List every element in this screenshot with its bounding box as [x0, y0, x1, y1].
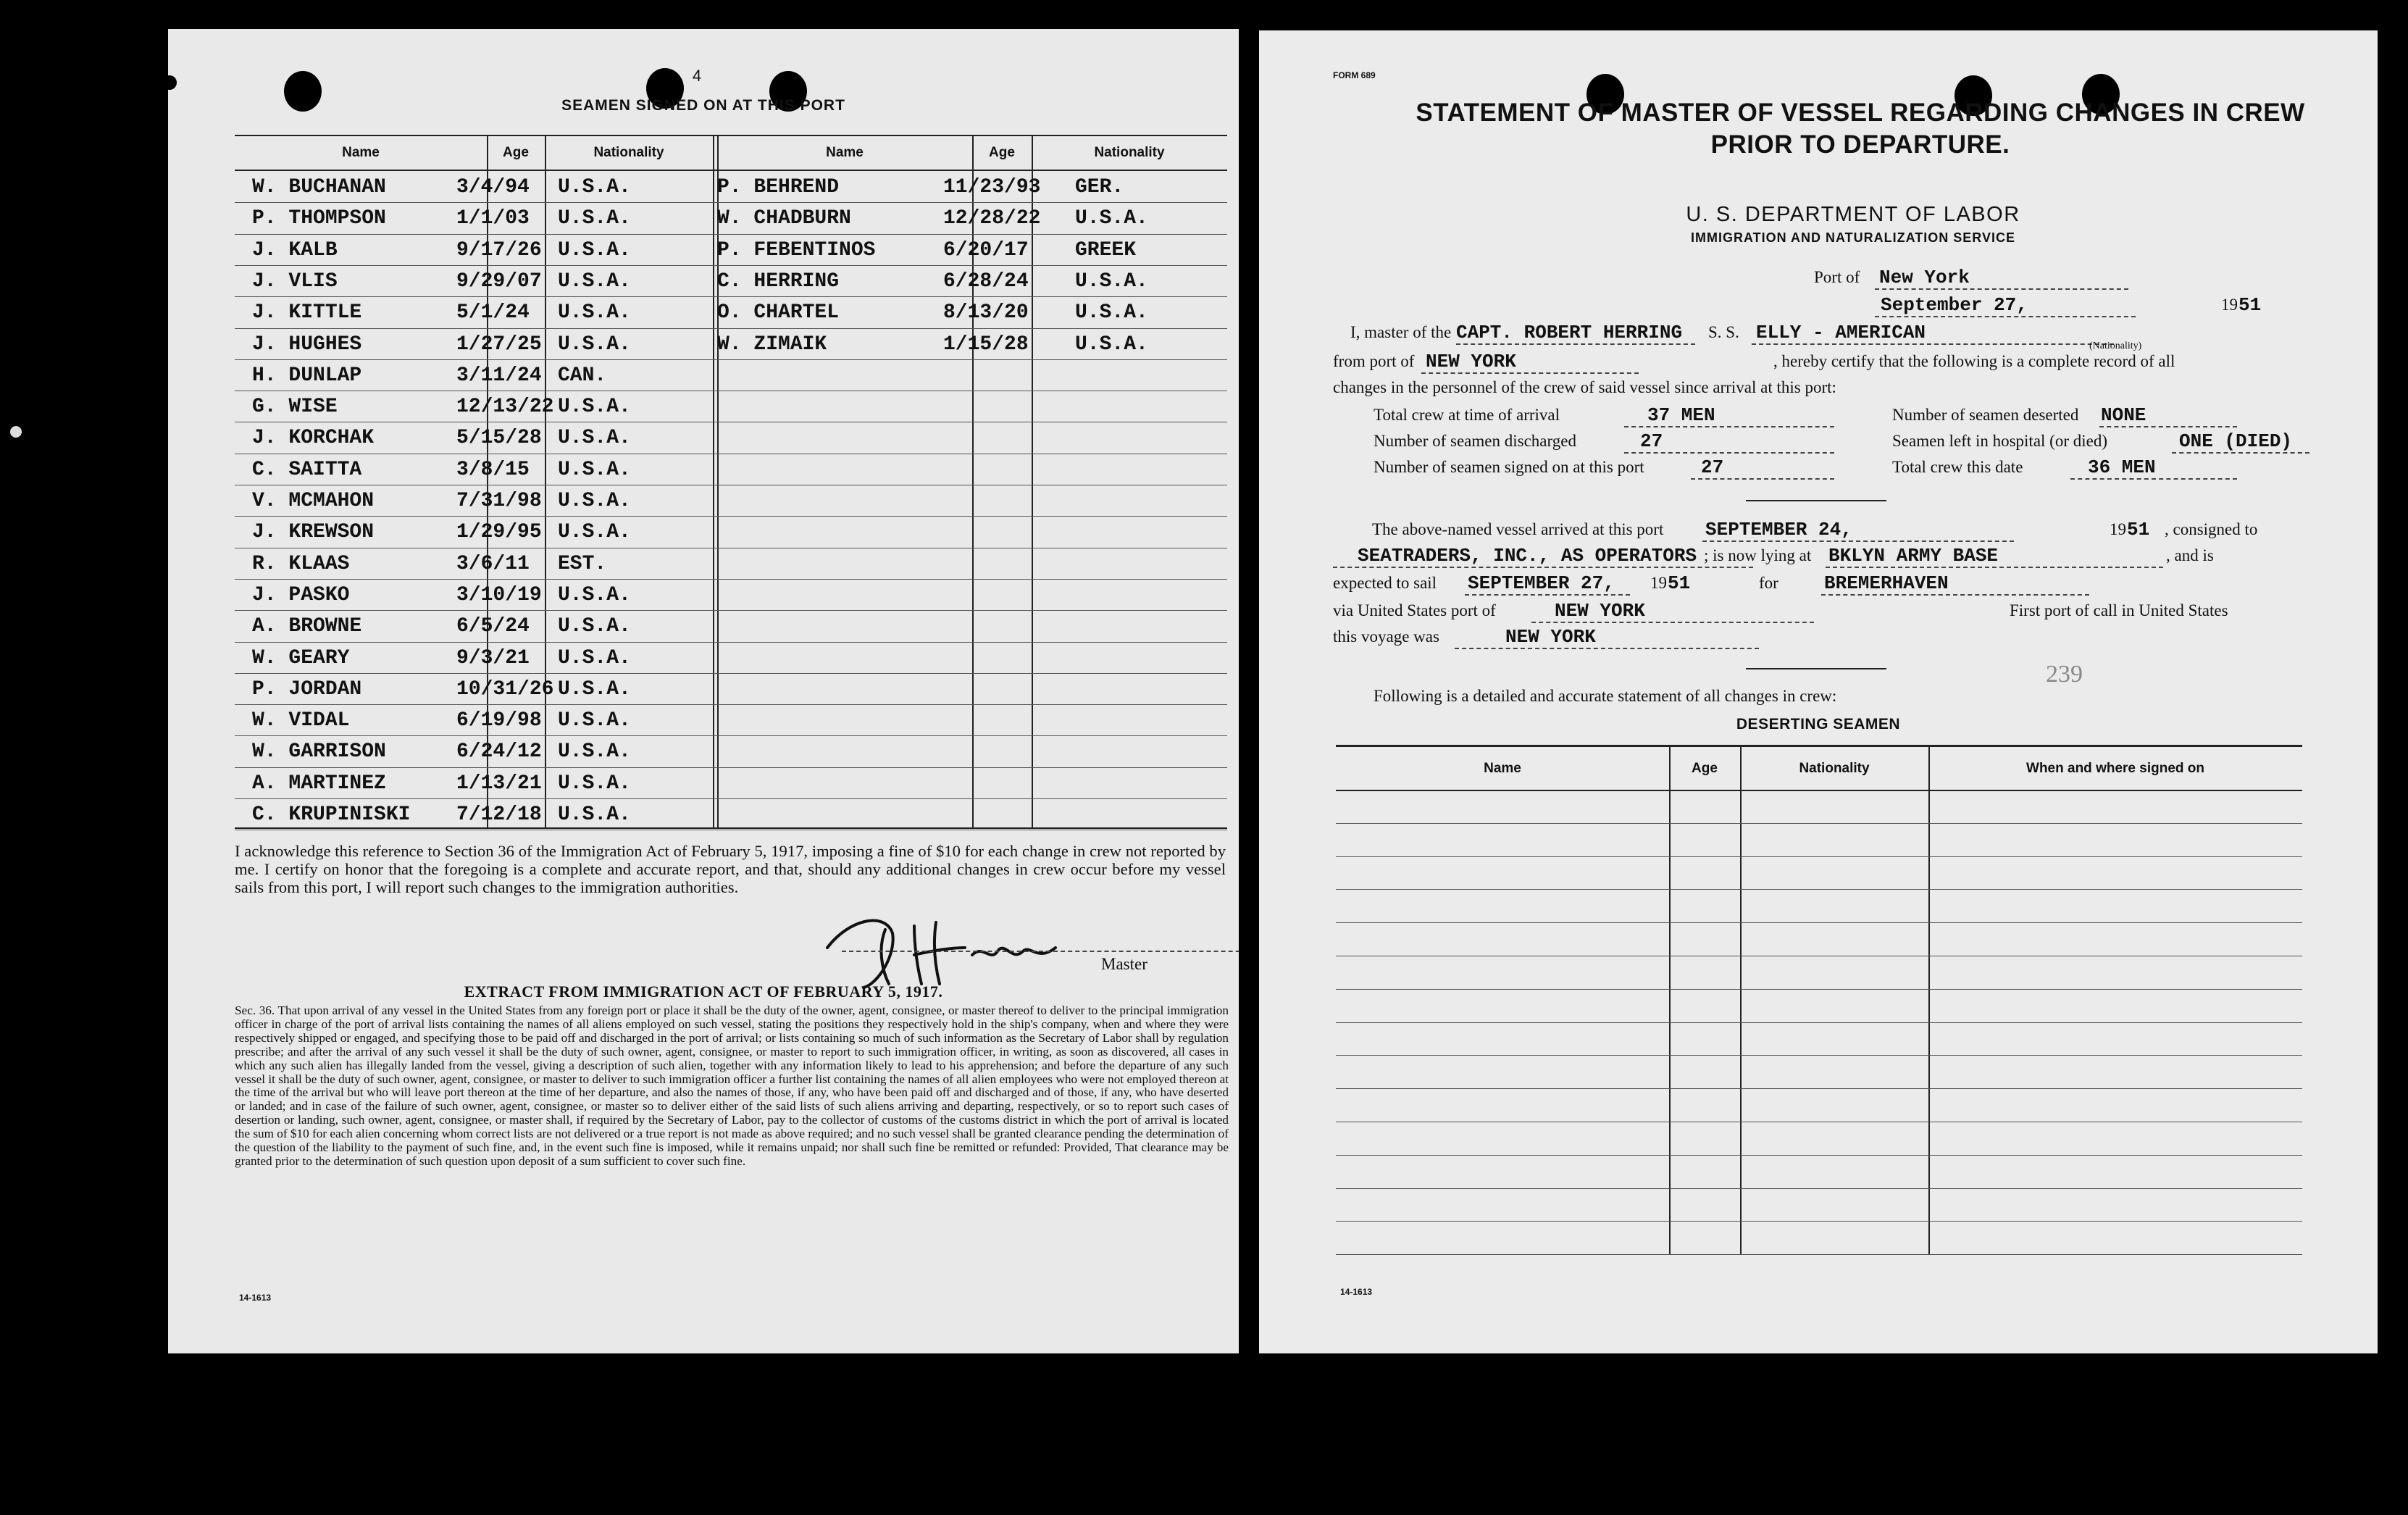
- seaman-name: A. MARTINEZ: [252, 772, 386, 795]
- master-line: [1456, 343, 1695, 345]
- from-port-line: [1421, 372, 1639, 374]
- seaman-age: 12/13/22: [456, 396, 554, 419]
- seaman-age: 3/6/11: [456, 552, 530, 575]
- des-header-name: Name: [1484, 761, 1521, 776]
- seaman-age: 5/15/28: [456, 427, 542, 450]
- department: U. S. DEPARTMENT OF LABOR: [1686, 203, 2020, 226]
- consignee-line: [1333, 567, 1753, 568]
- service: IMMIGRATION AND NATURALIZATION SERVICE: [1691, 230, 2015, 245]
- des-row-line: [1336, 1221, 2302, 1222]
- separator: [1746, 668, 1886, 669]
- expected-value: SEPTEMBER 27,: [1468, 572, 1615, 594]
- des-row-line: [1336, 922, 2302, 923]
- arrived-year: 51: [2127, 519, 2150, 541]
- seaman-nat: U.S.A.: [558, 176, 631, 199]
- seaman-age: 6/28/24: [943, 270, 1029, 293]
- seaman-nat: U.S.A.: [1075, 301, 1148, 325]
- des-row-line: [1336, 823, 2302, 824]
- table-bottom-border: [235, 827, 1227, 829]
- this-voyage-text: this voyage was: [1333, 627, 1439, 646]
- seaman-name: V. MCMAHON: [252, 490, 375, 512]
- row-line: [235, 328, 1227, 329]
- des-row-line: [1336, 1055, 2302, 1056]
- seaman-name: C. HERRING: [717, 270, 840, 293]
- deserted-line: [2099, 426, 2237, 427]
- ss-label: S. S.: [1708, 323, 1739, 341]
- total-crew-today-line: [2070, 478, 2237, 480]
- row-line: [235, 265, 1227, 266]
- total-crew-arrival-label: Total crew at time of arrival: [1374, 406, 1560, 424]
- seaman-name: J. KREWSON: [252, 521, 375, 544]
- master-label: Master: [1101, 955, 1147, 973]
- header-name: Name: [342, 145, 380, 160]
- col-divider: [713, 135, 714, 827]
- right-page: [1259, 30, 2378, 1353]
- seaman-name: C. KRUPINISKI: [252, 804, 411, 826]
- table-header-border: [235, 170, 1227, 171]
- seaman-age: 6/20/17: [943, 238, 1029, 262]
- seaman-name: R. KLAAS: [252, 552, 350, 575]
- statement-title: [1353, 97, 2367, 161]
- seaman-name: J. KITTLE: [252, 301, 362, 325]
- seaman-nat: U.S.A.: [558, 301, 631, 325]
- seaman-nat: U.S.A.: [558, 772, 631, 795]
- row-line: [235, 359, 1227, 360]
- discharged-value: 27: [1640, 430, 1663, 452]
- year-prefix: 19: [2110, 520, 2126, 538]
- seaman-nat: U.S.A.: [558, 740, 631, 764]
- header-nationality: Nationality: [593, 145, 664, 160]
- lying-value: BKLYN ARMY BASE: [1828, 545, 1999, 567]
- seaman-nat: U.S.A.: [558, 396, 631, 419]
- seaman-age: 12/28/22: [943, 207, 1041, 230]
- seaman-nat: U.S.A.: [558, 333, 631, 356]
- total-crew-today-value: 36 MEN: [2088, 456, 2156, 478]
- total-crew-arrival-value: 37 MEN: [1647, 404, 1715, 426]
- seaman-name: W. GARRISON: [252, 740, 386, 764]
- header-age: Age: [989, 145, 1015, 160]
- year-value: 51: [2238, 294, 2262, 316]
- deserted-label: Number of seamen deserted: [1892, 406, 2079, 424]
- des-header-age: Age: [1692, 761, 1718, 776]
- seaman-nat: EST.: [558, 552, 607, 575]
- seaman-age: 3/11/24: [456, 364, 542, 387]
- acknowledgement-text: I acknowledge this reference to Section 36 of the Immigration Act of February 5, 1917, imposing a fine of $10 for each change in crew not reported by me. I certify on honor that the foregoing is a complete and accurate report, and that, should any additional changes in crew occur before my vessel sails from this port, I will report such changes to the immigration authorities.: [235, 842, 1226, 896]
- seaman-nat: U.S.A.: [558, 427, 631, 450]
- des-table-top: [1336, 745, 2302, 747]
- seaman-name: W. VIDAL: [252, 709, 350, 733]
- seaman-name: J. PASKO: [252, 583, 350, 606]
- seaman-name: G. WISE: [252, 396, 338, 419]
- via-text: via United States port of: [1333, 601, 1496, 619]
- form-number: 14-1613: [239, 1293, 272, 1303]
- changes-text: changes in the personnel of the crew of said vessel since arrival at this port:: [1333, 378, 1836, 396]
- signed-on-title: SEAMEN SIGNED ON AT THIS PORT: [561, 97, 845, 114]
- seaman-name: C. SAITTA: [252, 458, 362, 481]
- row-line: [235, 704, 1227, 705]
- row-line: [235, 516, 1227, 517]
- lying-text: ; is now lying at: [1704, 546, 1812, 564]
- arrived-text: The above-named vessel arrived at this port: [1372, 520, 1664, 538]
- seaman-name: A. BROWNE: [252, 615, 362, 638]
- deserting-title: DESERTING SEAMEN: [1736, 716, 1901, 733]
- discharged-label: Number of seamen discharged: [1374, 432, 1576, 450]
- seaman-name: W. CHADBURN: [717, 207, 851, 230]
- seaman-nat: U.S.A.: [558, 238, 631, 262]
- seaman-age: 1/27/25: [456, 333, 542, 356]
- seaman-age: 6/5/24: [456, 615, 530, 638]
- page-number: 4: [692, 67, 702, 85]
- from-port-value: NEW YORK: [1426, 351, 1516, 372]
- des-row-line: [1336, 856, 2302, 857]
- seaman-age: 3/10/19: [456, 583, 542, 606]
- des-header-when-where: When and where signed on: [2026, 761, 2204, 776]
- and-is-text: , and is: [2166, 546, 2214, 564]
- port-label: Port of: [1814, 268, 1860, 286]
- seaman-name: W. ZIMAIK: [717, 333, 827, 356]
- seaman-name: P. JORDAN: [252, 677, 362, 701]
- hospital-line: [2172, 452, 2309, 454]
- extract-title: EXTRACT FROM IMMIGRATION ACT OF FEBRUARY 5, 1917.: [464, 982, 943, 1001]
- date-line: [1875, 316, 2136, 317]
- seaman-nat: U.S.A.: [558, 270, 631, 293]
- total-crew-today-label: Total crew this date: [1892, 458, 2023, 476]
- edge-mark: [10, 426, 22, 438]
- for-text: for: [1759, 574, 1778, 592]
- row-line: [235, 610, 1227, 611]
- seaman-age: 9/17/26: [456, 238, 542, 262]
- seaman-nat: U.S.A.: [558, 677, 631, 701]
- expected-year: 51: [1668, 572, 1691, 594]
- port-line: [1875, 288, 2128, 290]
- ship-line: [1752, 343, 2114, 345]
- seaman-name: O. CHARTEL: [717, 301, 840, 325]
- header-name: Name: [826, 145, 864, 160]
- seaman-age: 7/12/18: [456, 804, 542, 826]
- seaman-age: 7/31/98: [456, 490, 542, 512]
- row-line: [235, 202, 1227, 203]
- des-row-line: [1336, 989, 2302, 990]
- seaman-nat: U.S.A.: [558, 646, 631, 669]
- header-age: Age: [503, 145, 529, 160]
- seaman-nat: CAN.: [558, 364, 607, 387]
- consigned-text: , consigned to: [2165, 520, 2258, 538]
- signed-on-line: [1691, 478, 1834, 480]
- year-prefix: 19: [1650, 574, 1667, 592]
- separator: [1746, 500, 1886, 501]
- header-nationality: Nationality: [1094, 145, 1165, 160]
- seaman-nat: U.S.A.: [1075, 207, 1148, 230]
- from-port-label: from port of: [1333, 352, 1415, 370]
- seaman-age: 1/15/28: [943, 333, 1029, 356]
- seaman-age: 11/23/93: [943, 176, 1041, 199]
- seaman-nat: GREEK: [1075, 238, 1137, 262]
- seaman-age: 9/3/21: [456, 646, 530, 669]
- seaman-nat: U.S.A.: [558, 458, 631, 481]
- deserted-value: NONE: [2101, 404, 2146, 426]
- seaman-name: J. KALB: [252, 238, 338, 262]
- signature-line: [842, 951, 1239, 952]
- des-row-line: [1336, 1022, 2302, 1023]
- row-line: [235, 735, 1227, 736]
- seaman-name: H. DUNLAP: [252, 364, 362, 387]
- des-header-nationality: Nationality: [1799, 761, 1870, 776]
- seaman-name: W. GEARY: [252, 646, 350, 669]
- seaman-name: W. BUCHANAN: [252, 176, 386, 199]
- arrived-value: SEPTEMBER 24,: [1705, 519, 1852, 541]
- des-row-line: [1336, 1188, 2302, 1189]
- form-label: FORM 689: [1333, 70, 1376, 80]
- des-row-line: [1336, 1155, 2302, 1156]
- expected-text: expected to sail: [1333, 574, 1437, 592]
- seaman-nat: GER.: [1075, 176, 1124, 199]
- seaman-age: 3/4/94: [456, 176, 530, 199]
- seaman-age: 9/29/07: [456, 270, 542, 293]
- discharged-line: [1624, 452, 1834, 454]
- des-row-line: [1336, 889, 2302, 890]
- left-page: [168, 29, 1239, 1353]
- hospital-label: Seamen left in hospital (or died): [1892, 432, 2108, 450]
- signed-on-value: 27: [1701, 456, 1724, 478]
- following-text: Following is a detailed and accurate statement of all changes in crew:: [1374, 687, 1837, 705]
- statement-title-line2: PRIOR TO DEPARTURE.: [1710, 130, 2010, 159]
- via-value: NEW YORK: [1555, 600, 1645, 622]
- seaman-name: J. VLIS: [252, 270, 338, 293]
- lying-line: [1826, 567, 2163, 568]
- section-36-text: Sec. 36. That upon arrival of any vessel in the United States from any foreign port or place it shall be the duty of the owner, agent, consignee, or master thereof to deliver to the principal immigration officer in charge of the port of arrival lists containing the names of all aliens employed on such vessel, stating the positions they respectively hold in the ship's company, when and where they were respectively shipped or engaged, and specifying those to be paid off and discharged in the port of arrival; or lists containing so much of such information as the Secretary of Labor shall by regulation prescribe; and after the arrival of any such vessel it shall be the duty of such owner, agent, consignee, or master to report to such immigration officer, in writing, as soon as discovered, all cases in which any such alien has illegally landed from the vessel, giving a description of such alien, together with any information likely to lead to his apprehension; and before the departure of any such vessel it shall be the duty of such owner, agent, consignee, or master to deliver to such immigration officer a further list containing the names of all alien employees who were not employed thereon at the time of the arrival but who will leave port thereon at the time of her departure, and also the names of those, if any, who have been paid off and discharged and of those, if any, who have deserted or landed; and in case of the failure of such owner, agent, consignee, or master so to deliver either of the said lists of such aliens arriving and departing, respectively, or so to report such cases of desertion or landing, such owner, agent, consignee, or master shall, if required by the Secretary of Labor, pay to the collector of customs of the customs district in which the port of arrival is located the sum of $10 for each alien concerning whom correct lists are not delivered or a true report is not made as above required; and no such vessel shall be granted clearance pending the determination of the question of the liability to the payment of such fine, and, in the event such fine is imposed, while it remains unpaid; nor shall such fine be remitted or refunded: Provided, That clearance may be granted prior to the determination of such question upon deposit of a sum sufficient to cover such fine.: [235, 1003, 1229, 1168]
- seaman-name: J. HUGHES: [252, 333, 362, 356]
- row-line: [235, 673, 1227, 674]
- first-port-line: [1455, 648, 1759, 649]
- row-line: [235, 642, 1227, 643]
- seaman-name: J. KORCHAK: [252, 427, 375, 450]
- row-line: [235, 798, 1227, 799]
- seaman-nat: U.S.A.: [558, 709, 631, 733]
- master-signature: [806, 904, 1081, 991]
- arrived-line: [1702, 541, 2014, 542]
- seaman-age: 10/31/26: [456, 677, 554, 701]
- row-line: [235, 234, 1227, 235]
- master-prefix: I, master of the: [1350, 323, 1452, 341]
- seaman-age: 6/19/98: [456, 709, 542, 733]
- row-line: [235, 767, 1227, 768]
- seaman-nat: U.S.A.: [558, 207, 631, 230]
- col-divider: [1032, 135, 1033, 827]
- seaman-name: P. FEBENTINOS: [717, 238, 876, 262]
- consignee-value: SEATRADERS, INC., AS OPERATORS: [1358, 545, 1697, 567]
- des-row-line: [1336, 1088, 2302, 1089]
- seaman-name: P. BEHREND: [717, 176, 840, 199]
- certify-text: , hereby certify that the following is a complete record of all: [1773, 352, 2175, 370]
- des-col-divider: [1669, 745, 1671, 1255]
- seaman-nat: U.S.A.: [558, 615, 631, 638]
- first-port-text: First port of call in United States: [2010, 601, 2228, 619]
- seaman-nat: U.S.A.: [1075, 333, 1148, 356]
- seaman-age: 1/1/03: [456, 207, 530, 230]
- row-line: [235, 579, 1227, 580]
- port-value: New York: [1879, 267, 1970, 288]
- seaman-age: 1/29/95: [456, 521, 542, 544]
- seaman-age: 1/13/21: [456, 772, 542, 795]
- nationality-note: (Nationality): [2089, 341, 2142, 351]
- expected-line: [1465, 594, 1630, 596]
- punch-hole-partial: [168, 75, 177, 90]
- col-divider: [545, 135, 546, 827]
- seaman-name: P. THOMPSON: [252, 207, 386, 230]
- statement-title-line1: STATEMENT OF MASTER OF VESSEL REGARDING CHANGES IN CREW: [1416, 99, 2305, 127]
- signed-on-label: Number of seamen signed on at this port: [1374, 458, 1644, 476]
- seaman-nat: U.S.A.: [558, 583, 631, 606]
- stamp-number: 239: [2046, 661, 2083, 688]
- des-row-line: [1336, 1254, 2302, 1255]
- hospital-value: ONE (DIED): [2179, 430, 2293, 452]
- destination-value: BREMERHAVEN: [1824, 572, 1949, 594]
- seaman-nat: U.S.A.: [558, 521, 631, 544]
- first-port-value: NEW YORK: [1505, 626, 1596, 648]
- ship-value: ELLY - AMERICAN: [1756, 322, 1926, 343]
- des-col-divider: [1928, 745, 1930, 1255]
- master-value: CAPT. ROBERT HERRING: [1456, 322, 1683, 343]
- seaman-nat: U.S.A.: [558, 804, 631, 826]
- des-col-divider: [1740, 745, 1742, 1255]
- seaman-age: 6/24/12: [456, 740, 542, 764]
- seaman-age: 3/8/15: [456, 458, 530, 481]
- seaman-age: 8/13/20: [943, 301, 1029, 325]
- via-line: [1531, 622, 1814, 623]
- seaman-nat: U.S.A.: [1075, 270, 1148, 293]
- year-prefix: 19: [2221, 296, 2238, 314]
- des-table-header-border: [1336, 790, 2302, 791]
- total-crew-arrival-line: [1624, 426, 1834, 427]
- row-line: [235, 296, 1227, 297]
- seaman-nat: U.S.A.: [558, 490, 631, 512]
- destination-line: [1821, 594, 2089, 596]
- table-top-border: [235, 135, 1227, 136]
- form-number: 14-1613: [1340, 1287, 1373, 1297]
- seaman-age: 5/1/24: [456, 301, 530, 325]
- date-value: September 27,: [1881, 294, 2028, 316]
